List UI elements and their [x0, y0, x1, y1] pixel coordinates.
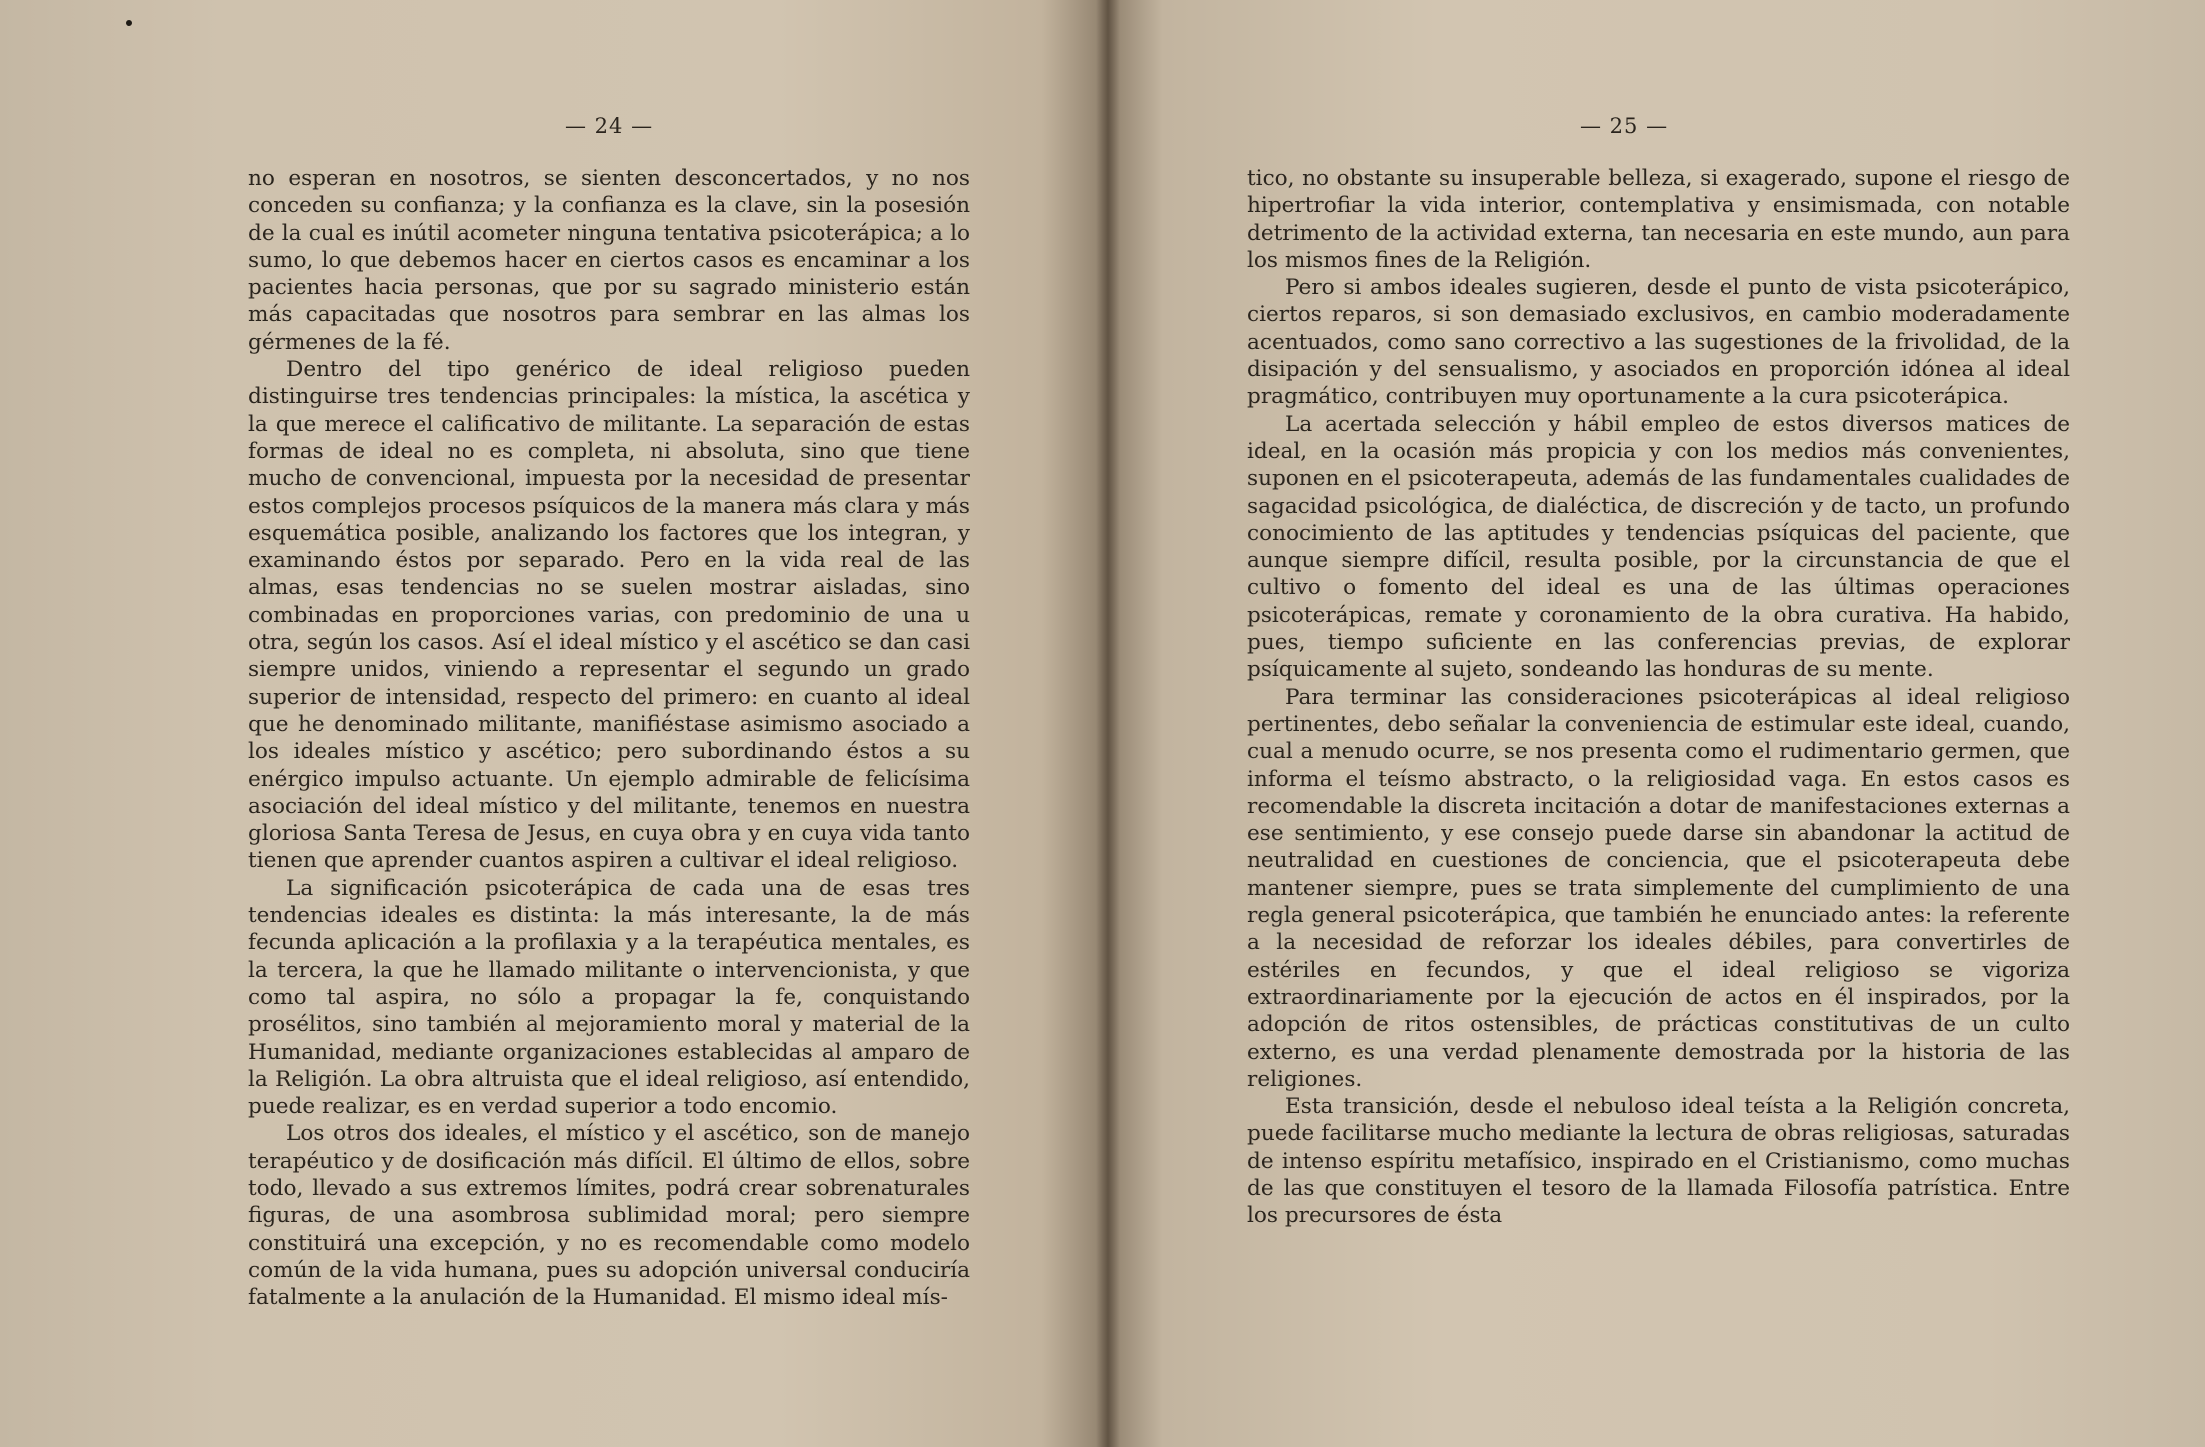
page-number-left: — 24 —	[565, 114, 654, 138]
left-page-text	[248, 165, 970, 1311]
paragraph: Esta transición, desde el nebuloso ideal teísta a la Religión concreta, puede facilitarse mucho mediante la lectura de obras religiosas, saturadas de intenso espíritu metafísico, inspirado en el Cristianismo, como muchas de las que constituyen el tesoro de la llamada Filosofía patrística. Entre los precursores de ésta	[1247, 1094, 2070, 1229]
paragraph: tico, no obstante su insuperable belleza, si exagerado, supone el riesgo de hipertrofiar la vida interior, contemplativa y ensimismada, con notable detrimento de la actividad externa, tan necesaria en este mundo, aun para los mismos fines de la Religión.	[1247, 166, 2070, 273]
paragraph: Para terminar las consideraciones psicoterápicas al ideal religioso pertinentes, debo señalar la conveniencia de estimular este ideal, cuando, cual a menudo ocurre, se nos presenta como el rudimentario germen, que informa el teísmo abstracto, o la religiosidad vaga. En estos casos es recomendable la discreta incitación a dotar de manifestaciones externas a ese sentimiento, y ese consejo puede darse sin abandonar la actitud de neutralidad en cuestiones de conciencia, que el psicoterapeuta debe mantener siempre, pues se trata simplemente del cumplimiento de una regla general psicoterápica, que también he enunciado antes: la referente a la necesidad de reforzar los ideales débiles, para convertirles de estériles en fecundos, y que el ideal religioso se vigoriza extraordinariamente por la ejecución de actos en él inspirados, por la adopción de ritos ostensibles, de prácticas constitutivas de un culto externo, es una verdad plenamente demostrada por la historia de las religiones.	[1247, 684, 2070, 1092]
paragraph: La acertada selección y hábil empleo de estos diversos matices de ideal, en la ocasión más propicia y con los medios más convenientes, suponen en el psicoterapeuta, además de las fundamentales cualidades de sagacidad psicológica, de dialéctica, de discreción y de tacto, un profundo conocimiento de las aptitudes y tendencias psíquicas del paciente, que aunque siempre difícil, resulta posible, por la circunstancia de que el cultivo o fomento del ideal es una de las últimas operaciones psicoterápicas, remate y coronamiento de la obra curativa. Ha habido, pues, tiempo suficiente en las conferencias previas, de explorar psíquicamente al sujeto, sondeando las honduras de su mente.	[1247, 411, 2070, 683]
paragraph: Pero si ambos ideales sugieren, desde el punto de vista psicoterápico, ciertos reparos, si son demasiado exclusivos, en cambio moderadamente acentuados, como sano correctivo a las sugestiones de la frivolidad, de la disipación y del sensualismo, y asociados en proporción idónea al ideal pragmático, contribuyen muy oportunamente a la cura psicoterápica.	[1247, 275, 2070, 410]
ink-speck	[126, 20, 132, 26]
right-page-text	[1247, 165, 2070, 1230]
book-gutter	[1096, 0, 1120, 1447]
paragraph: Dentro del tipo genérico de ideal religioso pueden distinguirse tres tendencias principales: la mística, la ascética y la que merece el calificativo de militante. La separación de estas formas de ideal no es completa, ni absoluta, sino que tiene mucho de convencional, impuesta por la necesidad de presentar estos complejos procesos psíquicos de la manera más clara y más esquemática posible, analizando los factores que los integran, y examinando éstos por separado. Pero en la vida real de las almas, esas tendencias no se suelen mostrar aisladas, sino combinadas en proporciones varias, con predominio de una u otra, según los casos. Así el ideal místico y el ascético se dan casi siempre unidos, viniendo a representar el segundo un grado superior de intensidad, respecto del primero: en cuanto al ideal que he denominado militante, manifiéstase asimismo asociado a los ideales místico y ascético; pero subordinando éstos a su enérgico impulso actuante. Un ejemplo admirable de felicísima asociación del ideal místico y del militante, tenemos en nuestra gloriosa Santa Teresa de Jesus, en cuya obra y en cuya vida tanto tienen que aprender cuantos aspiren a cultivar el ideal religioso.	[248, 357, 970, 874]
paragraph: La significación psicoterápica de cada una de esas tres tendencias ideales es distinta: la más interesante, la de más fecunda aplicación a la profilaxia y a la terapéutica mentales, es la tercera, la que he llamado militante o intervencionista, y que como tal aspira, no sólo a propagar la fe, conquistando prosélitos, sino también al mejoramiento moral y material de la Humanidad, mediante organizaciones establecidas al amparo de la Religión. La obra altruista que el ideal religioso, así entendido, puede realizar, es en verdad superior a todo encomio.	[248, 875, 970, 1120]
right-page	[1108, 0, 2205, 1447]
paragraph: Los otros dos ideales, el místico y el ascético, son de manejo terapéutico y de dosificación más difícil. El último de ellos, sobre todo, llevado a sus extremos límites, podrá crear sobrenaturales figuras, de una asombrosa sublimidad moral; pero siempre constituirá una excepción, y no es recomendable como modelo común de la vida humana, pues su adopción universal conduciría fatalmente a la anulación de la Humanidad. El mismo ideal mís-	[248, 1121, 970, 1311]
page-number-right: — 25 —	[1580, 114, 1669, 138]
paragraph: no esperan en nosotros, se sienten desconcertados, y no nos conceden su confianza; y la confianza es la clave, sin la posesión de la cual es inútil acometer ninguna tentativa psicoterápica; a lo sumo, lo que debemos hacer en ciertos casos es encaminar a los pacientes hacia personas, que por su sagrado ministerio están más capacitadas que nosotros para sembrar en las almas los gérmenes de la fé.	[248, 166, 970, 355]
